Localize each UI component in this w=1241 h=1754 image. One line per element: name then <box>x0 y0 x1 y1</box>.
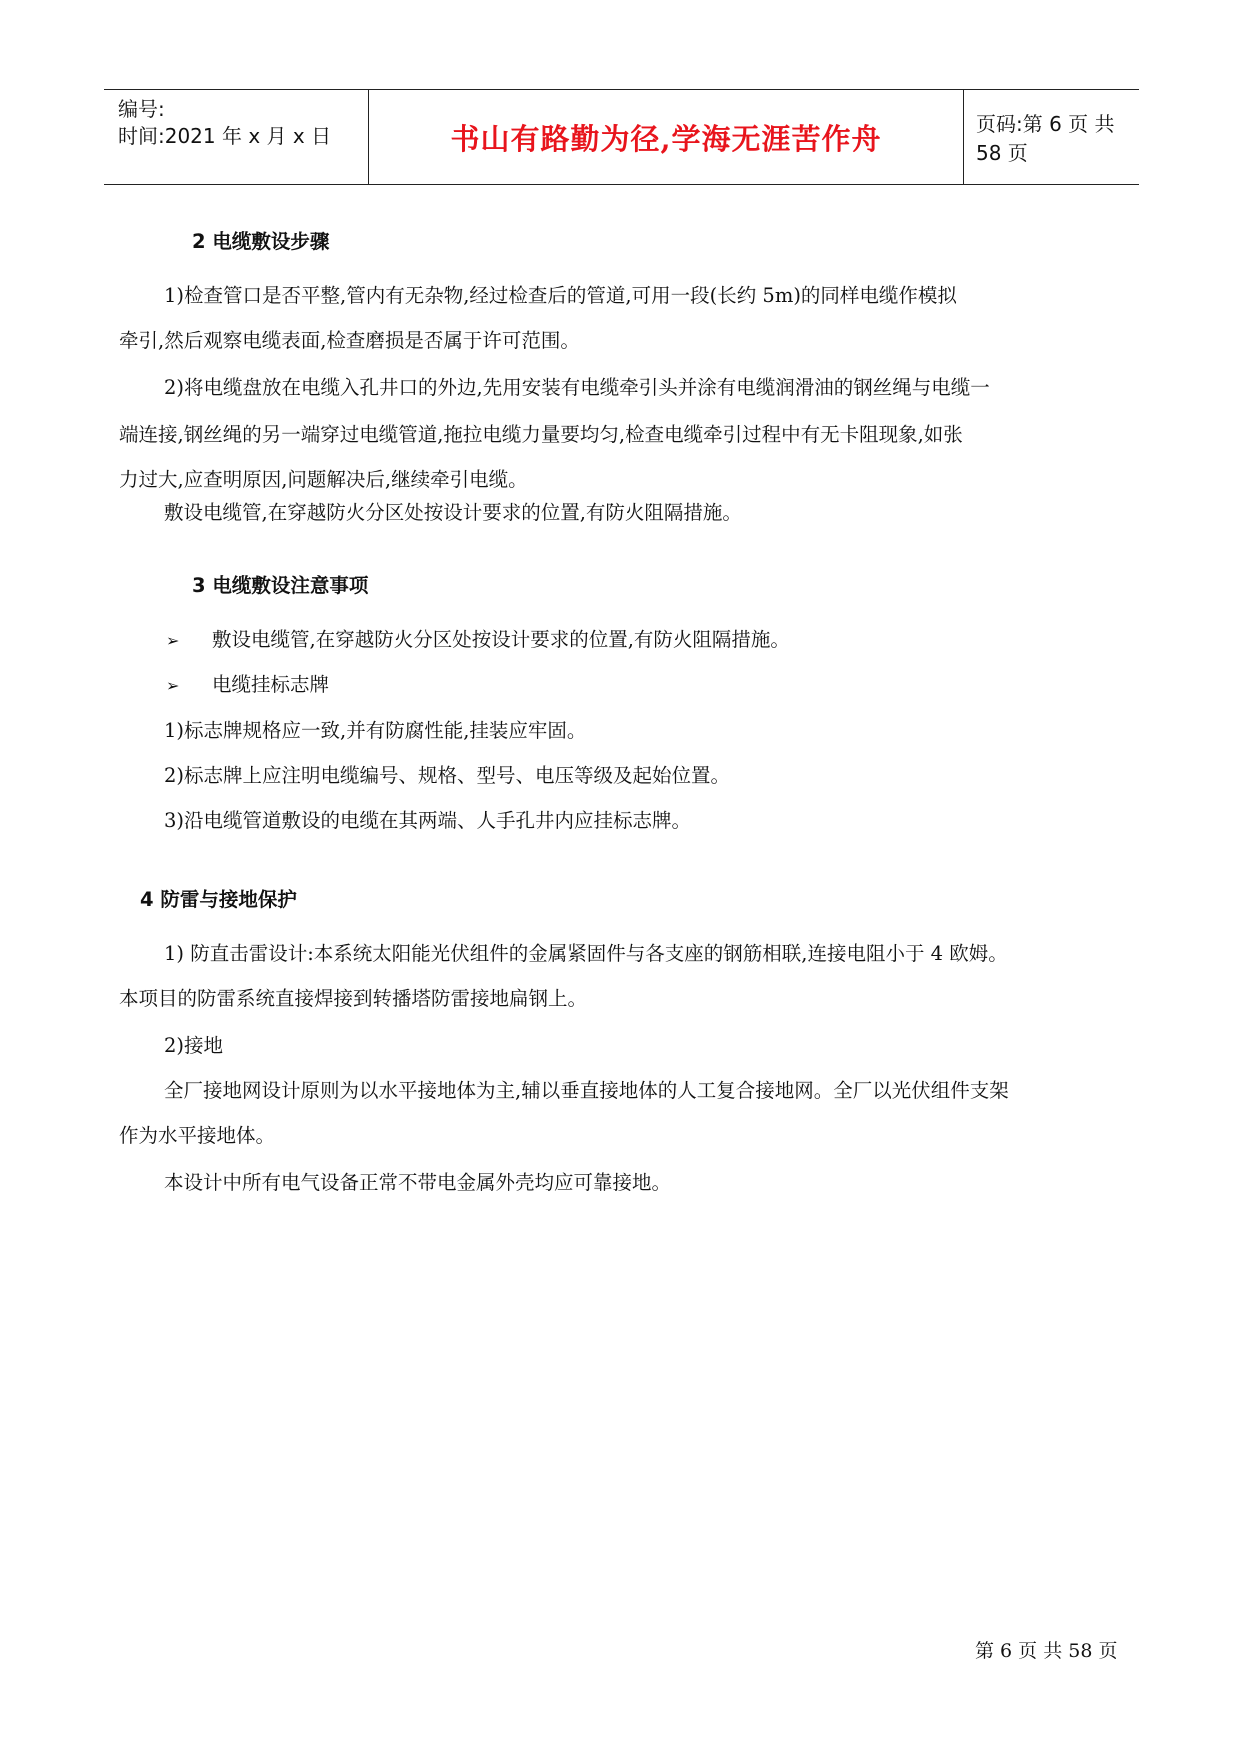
section-3-item-1: 1)标志牌规格应一致,并有防腐性能,挂装应牢固。 <box>164 719 587 742</box>
section-4-paragraph-3-line-1: 全厂接地网设计原则为以水平接地体为主,辅以垂直接地体的人工复合接地网。全厂以光伏组件支架 <box>164 1079 1009 1102</box>
section-3-item-3: 3)沿电缆管道敷设的电缆在其两端、人手孔井内应挂标志牌。 <box>164 809 692 832</box>
section-2-paragraph-2-line-3: 力过大,应查明原因,问题解决后,继续牵引电缆。 <box>119 468 528 491</box>
section-4-paragraph-3-line-2: 作为水平接地体。 <box>119 1124 276 1147</box>
section-2-paragraph-1-line-2: 牵引,然后观察电缆表面,检查磨损是否属于许可范围。 <box>119 329 580 352</box>
section-2-paragraph-2-line-1: 2)将电缆盘放在电缆入孔井口的外边,先用安装有电缆牵引头并涂有电缆润滑油的钢丝绳与电缆一 <box>164 376 990 399</box>
arrow-bullet-icon: ➢ <box>166 631 180 650</box>
section-4-paragraph-1-line-1: 1) 防直击雷设计:本系统太阳能光伏组件的金属紧固件与各支座的钢筋相联,连接电阻小于 4 欧姆。 <box>164 942 1008 965</box>
header-meta-cell <box>104 90 369 184</box>
section-2-paragraph-1-line-1: 1)检查管口是否平整,管内有无杂物,经过检查后的管道,可用一段(长约 5m)的同样电缆作模拟 <box>164 284 957 307</box>
header-page-number: 页码:第 6 页 共 58 页 <box>976 112 1115 165</box>
section-4-paragraph-4: 本设计中所有电气设备正常不带电金属外壳均应可靠接地。 <box>164 1171 672 1194</box>
document-number-label: 编号: <box>118 97 165 121</box>
document-time-label: 时间:2021 年 x 月 x 日 <box>118 124 332 148</box>
section-4-paragraph-2: 2)接地 <box>164 1034 224 1057</box>
section-2-paragraph-3: 敷设电缆管,在穿越防火分区处按设计要求的位置,有防火阻隔措施。 <box>164 501 742 524</box>
section-3-heading: 3 电缆敷设注意事项 <box>192 574 369 597</box>
footer-page-number: 第 6 页 共 58 页 <box>975 1640 1118 1662</box>
section-4-heading: 4 防雷与接地保护 <box>140 888 297 911</box>
header-motto: 书山有路勤为径,学海无涯苦作舟 <box>450 121 882 156</box>
document-header <box>104 89 1139 185</box>
section-2-paragraph-2-line-2: 端连接,钢丝绳的另一端穿过电缆管道,拖拉电缆力量要均匀,检查电缆牵引过程中有无卡阻现象,如张 <box>119 423 963 446</box>
section-4-paragraph-1-line-2: 本项目的防雷系统直接焊接到转播塔防雷接地扁钢上。 <box>119 987 588 1010</box>
header-page-cell <box>964 90 1139 184</box>
arrow-bullet-icon: ➢ <box>166 676 180 695</box>
section-3-bullet-2: 电缆挂标志牌 <box>212 673 330 696</box>
section-3-bullet-1: 敷设电缆管,在穿越防火分区处按设计要求的位置,有防火阻隔措施。 <box>212 628 790 651</box>
section-2-heading: 2 电缆敷设步骤 <box>192 230 330 253</box>
header-motto-cell <box>369 90 964 184</box>
section-3-item-2: 2)标志牌上应注明电缆编号、规格、型号、电压等级及起始位置。 <box>164 764 731 787</box>
